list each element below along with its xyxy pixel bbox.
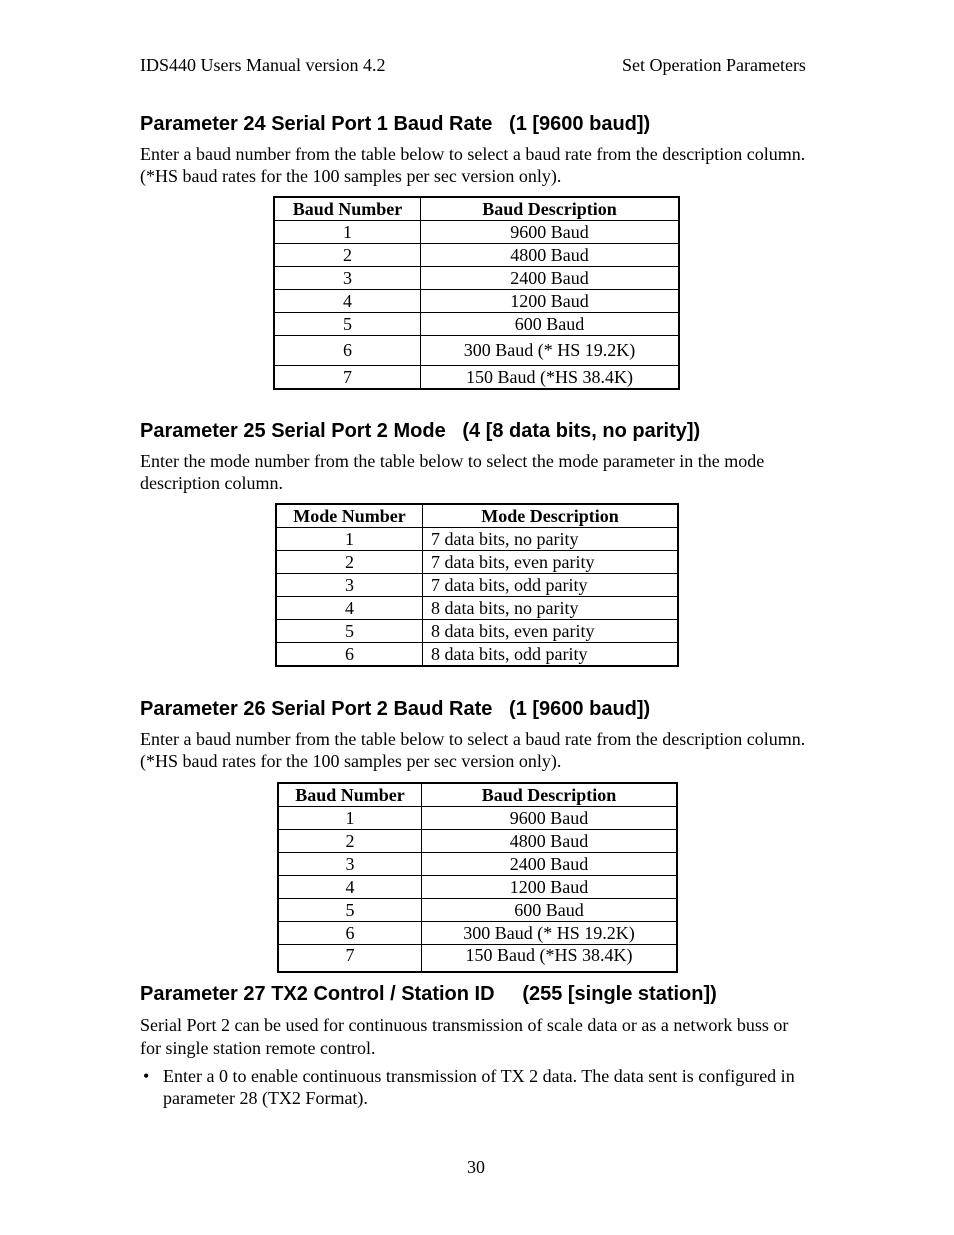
column-header: Mode Description <box>423 504 679 528</box>
parameter-25-description: Enter the mode number from the table below to select the mode parameter in the mode description column. <box>140 451 765 493</box>
baud-table-port1 <box>273 196 680 390</box>
mode-number-cell: 1 <box>276 528 423 551</box>
table-row <box>278 945 677 973</box>
baud-description-cell: 9600 Baud <box>422 807 678 830</box>
baud-number-cell: 2 <box>278 830 422 853</box>
table-row <box>276 551 678 574</box>
table-row <box>274 313 679 336</box>
table-row <box>278 830 677 853</box>
parameter-25-heading: Parameter 25 Serial Port 2 Mode (4 [8 data bits, no parity]) <box>140 420 701 442</box>
page-number: 30 <box>467 1157 485 1177</box>
bullet-item-text: Enter a 0 to enable continuous transmission of TX 2 data. The data sent is configured in parameter 28 (TX2 Format). <box>163 1066 795 1108</box>
table-row <box>278 899 677 922</box>
column-header: Baud Description <box>422 783 678 807</box>
column-header: Mode Number <box>276 504 423 528</box>
baud-description-cell: 2400 Baud <box>421 267 680 290</box>
baud-description-cell: 1200 Baud <box>421 290 680 313</box>
table-row <box>274 267 679 290</box>
baud-number-cell: 2 <box>274 244 421 267</box>
baud-description-cell: 150 Baud (*HS 38.4K) <box>421 366 680 390</box>
mode-number-cell: 6 <box>276 643 423 667</box>
baud-table-port2 <box>277 782 678 973</box>
baud-number-cell: 5 <box>274 313 421 336</box>
table-row <box>278 807 677 830</box>
mode-table-port2 <box>275 503 679 667</box>
baud-number-cell: 3 <box>278 853 422 876</box>
mode-description-cell: 8 data bits, odd parity <box>423 643 679 667</box>
baud-description-cell: 9600 Baud <box>421 221 680 244</box>
mode-description-cell: 7 data bits, even parity <box>423 551 679 574</box>
baud-description-cell: 300 Baud (* HS 19.2K) <box>422 922 678 945</box>
table-row <box>274 244 679 267</box>
baud-number-cell: 4 <box>278 876 422 899</box>
column-header: Baud Number <box>274 197 421 221</box>
mode-number-cell: 3 <box>276 574 423 597</box>
parameter-24-heading: Parameter 24 Serial Port 1 Baud Rate (1 [9600 baud]) <box>140 113 651 135</box>
baud-description-cell: 600 Baud <box>422 899 678 922</box>
mode-description-cell: 7 data bits, odd parity <box>423 574 679 597</box>
mode-number-cell: 2 <box>276 551 423 574</box>
table-row <box>276 620 678 643</box>
baud-number-cell: 3 <box>274 267 421 290</box>
table-row <box>276 528 678 551</box>
mode-number-cell: 5 <box>276 620 423 643</box>
running-header-section: Set Operation Parameters <box>622 55 806 75</box>
baud-description-cell: 1200 Baud <box>422 876 678 899</box>
baud-number-cell: 1 <box>278 807 422 830</box>
baud-number-cell: 5 <box>278 899 422 922</box>
running-header-title: IDS440 Users Manual version 4.2 <box>140 55 386 75</box>
bullet-marker: • <box>143 1066 150 1086</box>
table-row <box>278 922 677 945</box>
table-row <box>274 221 679 244</box>
parameter-27-description: Serial Port 2 can be used for continuous transmission of scale data or as a network buss or for single station remote control. <box>140 1015 789 1058</box>
baud-description-cell: 4800 Baud <box>422 830 678 853</box>
column-header: Baud Number <box>278 783 422 807</box>
mode-number-cell: 4 <box>276 597 423 620</box>
table-row <box>278 853 677 876</box>
baud-number-cell: 1 <box>274 221 421 244</box>
table-row <box>274 336 679 366</box>
baud-number-cell: 6 <box>278 922 422 945</box>
table-header-row <box>276 504 678 528</box>
table-header-row <box>274 197 679 221</box>
baud-number-cell: 4 <box>274 290 421 313</box>
table-row <box>276 643 678 667</box>
mode-description-cell: 7 data bits, no parity <box>423 528 679 551</box>
baud-number-cell: 6 <box>274 336 421 366</box>
baud-description-cell: 150 Baud (*HS 38.4K) <box>422 945 678 973</box>
baud-number-cell: 7 <box>274 366 421 390</box>
column-header: Baud Description <box>421 197 680 221</box>
parameter-24-description: Enter a baud number from the table below to select a baud rate from the description column. (*HS baud rates for the 100 samples per sec version only). <box>140 144 806 186</box>
baud-description-cell: 300 Baud (* HS 19.2K) <box>421 336 680 366</box>
parameter-27-heading: Parameter 27 TX2 Control / Station ID (255 [single station]) <box>140 983 717 1005</box>
table-row <box>276 597 678 620</box>
baud-number-cell: 7 <box>278 945 422 973</box>
parameter-26-description: Enter a baud number from the table below to select a baud rate from the description column. (*HS baud rates for the 100 samples per sec version only). <box>140 729 806 771</box>
table-row <box>276 574 678 597</box>
table-row <box>274 366 679 390</box>
table-row <box>274 290 679 313</box>
baud-description-cell: 4800 Baud <box>421 244 680 267</box>
table-row <box>278 876 677 899</box>
baud-description-cell: 2400 Baud <box>422 853 678 876</box>
table-header-row <box>278 783 677 807</box>
mode-description-cell: 8 data bits, no parity <box>423 597 679 620</box>
baud-description-cell: 600 Baud <box>421 313 680 336</box>
parameter-26-heading: Parameter 26 Serial Port 2 Baud Rate (1 [9600 baud]) <box>140 698 651 720</box>
mode-description-cell: 8 data bits, even parity <box>423 620 679 643</box>
